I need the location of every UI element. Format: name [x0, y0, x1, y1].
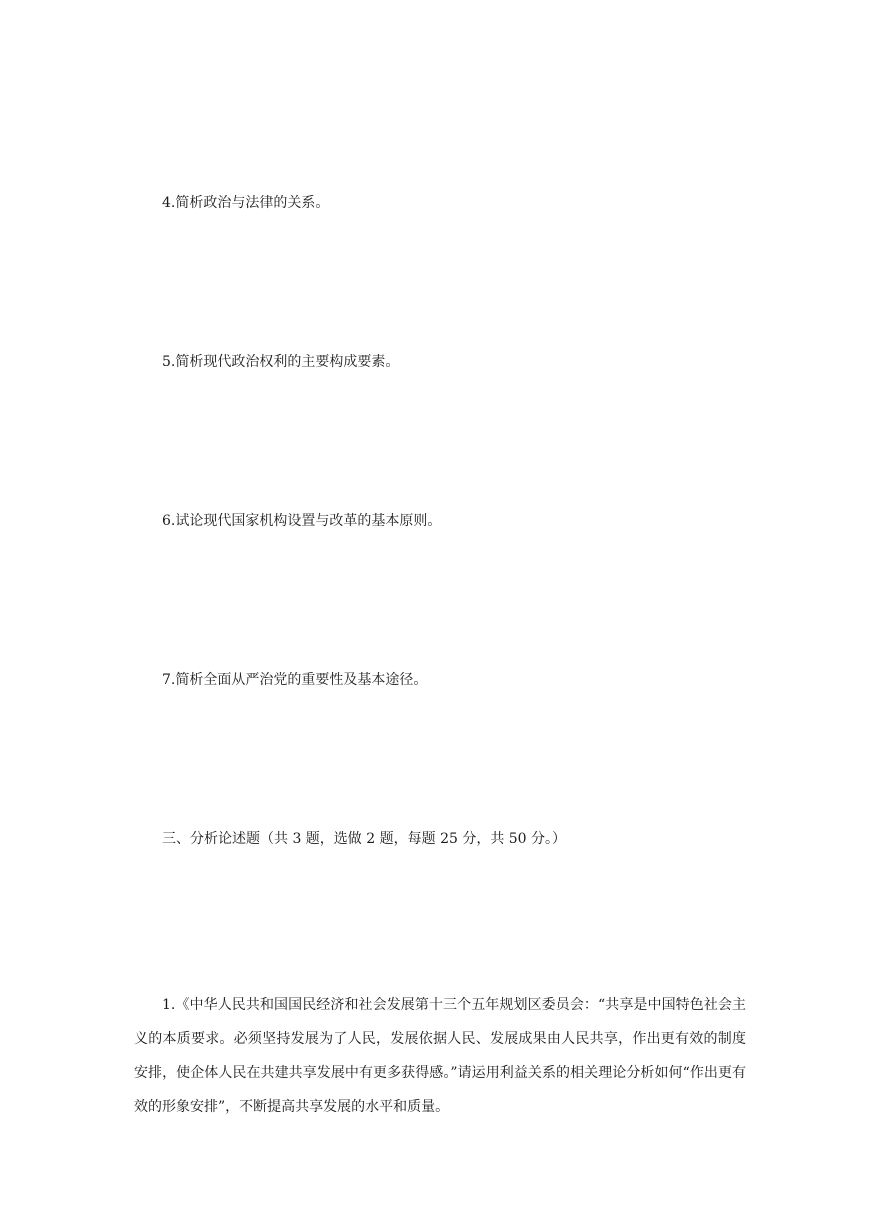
essay-question-1: 1.《中华人民共和国国民经济和社会发展第十三个五年规划区委员会：“共享是中国特色社会主义的本质要求。必须坚持发展为了人民，发展依据人民、发展成果由人民共享，作出更有效的制度安排，使企体人民在共建共享发展中有更多获得感。”请运用利益关系的相关理论分析如何“作出更有效的形象安排”，不断提高共享发展的水平和质量。	[134, 997, 746, 1115]
section-3-heading: 三、分析论述题（共 3 题，选做 2 题，每题 25 分，共 50 分。）	[162, 831, 567, 847]
question-4: 4.简析政治与法律的关系。	[162, 195, 330, 211]
question-7: 7.简析全面从严治党的重要性及基本途径。	[162, 672, 428, 688]
question-6: 6.试论现代国家机构设置与改革的基本原则。	[162, 513, 442, 529]
question-5: 5.简析现代政治权利的主要构成要素。	[162, 354, 400, 370]
